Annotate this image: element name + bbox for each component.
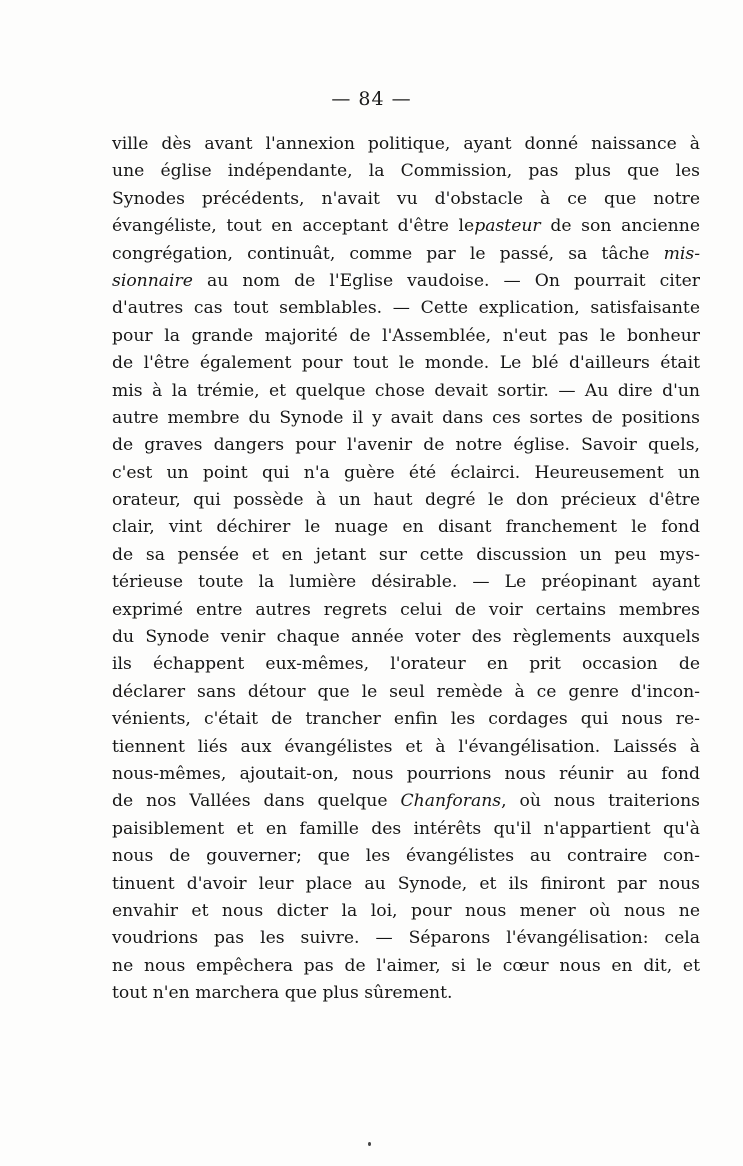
text-line <box>112 487 700 514</box>
text-line <box>112 186 700 213</box>
text-line <box>112 131 700 158</box>
text-segment: de son ancienne <box>540 216 700 237</box>
text-line <box>112 241 700 268</box>
text-segment: nous de gouverner; que les évangélistes au contraire con- <box>112 846 700 867</box>
text-segment: voudrions pas les suivre. — Séparons l'évangélisation: cela <box>112 928 700 949</box>
text-segment: déclarer sans détour que le seul remède à ce genre d'incon- <box>112 681 700 702</box>
italic-word: pasteur <box>474 216 541 237</box>
italic-word: sionnaire <box>112 270 193 291</box>
text-segment: de l'être également pour tout le monde. Le blé d'ailleurs était <box>112 353 700 374</box>
italic-word: Chanforans <box>400 791 502 812</box>
text-line <box>112 624 700 651</box>
text-line <box>112 514 700 541</box>
text-segment: clair, vint déchirer le nuage en disant franchement le fond <box>112 517 700 538</box>
page-number: — 84 — <box>331 88 412 110</box>
text-line <box>112 158 700 185</box>
text-line <box>112 953 700 980</box>
text-segment: Synodes précédents, n'avait vu d'obstacle à ce que notre <box>112 188 700 209</box>
text-segment: évangéliste, tout en acceptant d'être le <box>112 216 475 237</box>
text-line <box>112 843 700 870</box>
text-segment: tiennent liés aux évangélistes et à l'évangélisation. Laissés à <box>112 736 700 757</box>
text-line <box>112 761 700 788</box>
text-segment: vénients, c'était de trancher enfin les cordages qui nous re- <box>112 709 700 730</box>
text-line <box>112 679 700 706</box>
print-speck <box>368 1142 371 1146</box>
text-segment: nous-mêmes, ajoutait-on, nous pourrions nous réunir au fond <box>112 763 700 784</box>
text-line <box>112 460 700 487</box>
text-line <box>112 788 700 815</box>
text-segment: de sa pensée et en jetant sur cette discussion un peu mys- <box>112 544 700 565</box>
text-line <box>112 405 700 432</box>
text-line <box>112 295 700 322</box>
text-segment: pour la grande majorité de l'Assemblée, n'eut pas le bonheur <box>112 325 700 346</box>
text-line <box>112 898 700 925</box>
text-segment: ne nous empêchera pas de l'aimer, si le cœur nous en dit, et <box>112 955 700 976</box>
text-segment: tinuent d'avoir leur place au Synode, et ils finiront par nous <box>112 873 700 894</box>
text-segment: de nos Vallées dans quelque <box>112 791 388 812</box>
text-segment: , où nous traiterions <box>501 791 700 812</box>
text-segment: au nom de l'Eglise vaudoise. — On pourrait citer <box>192 270 700 291</box>
text-segment: c'est un point qui n'a guère été éclairci. Heureusement un <box>112 462 700 483</box>
text-line <box>112 925 700 952</box>
text-segment: d'autres cas tout semblables. — Cette explication, satisfaisante <box>112 298 700 319</box>
text-line <box>112 542 700 569</box>
text-segment: envahir et nous dicter la loi, pour nous mener où nous ne <box>112 900 700 921</box>
text-line <box>112 350 700 377</box>
text-segment: ville dès avant l'annexion politique, ayant donné naissance à <box>112 134 700 154</box>
text-line <box>112 980 700 1007</box>
text-line <box>112 734 700 761</box>
text-line <box>112 432 700 459</box>
text-segment: tout n'en marchera que plus sûrement. <box>112 983 453 1004</box>
text-segment: une église indépendante, la Commission, pas plus que les <box>112 161 700 182</box>
text-segment: congrégation, continuât, comme par le passé, sa tâche <box>112 243 650 264</box>
text-line <box>112 706 700 733</box>
body-text <box>112 131 700 1008</box>
text-segment: ils échappent eux-mêmes, l'orateur en prit occasion de <box>112 654 700 675</box>
italic-word: mis- <box>663 243 701 264</box>
text-segment: orateur, qui possède à un haut degré le don précieux d'être <box>112 490 700 511</box>
text-segment: paisiblement et en famille des intérêts qu'il n'appartient qu'à <box>112 818 700 839</box>
text-line <box>112 268 700 295</box>
text-segment: térieuse toute la lumière désirable. — Le préopinant ayant <box>112 572 700 593</box>
text-line <box>112 323 700 350</box>
text-line <box>112 597 700 624</box>
text-segment: du Synode venir chaque année voter des règlements auxquels <box>112 627 700 648</box>
text-line <box>112 378 700 405</box>
text-line <box>112 213 700 240</box>
text-line <box>112 651 700 678</box>
text-segment: de graves dangers pour l'avenir de notre église. Savoir quels, <box>112 435 700 456</box>
text-segment: autre membre du Synode il y avait dans ces sortes de positions <box>112 407 700 428</box>
text-segment: mis à la trémie, et quelque chose devait sortir. — Au dire d'un <box>112 380 700 401</box>
text-line <box>112 871 700 898</box>
text-line <box>112 569 700 596</box>
text-line <box>112 816 700 843</box>
text-segment: exprimé entre autres regrets celui de voir certains membres <box>112 599 700 620</box>
